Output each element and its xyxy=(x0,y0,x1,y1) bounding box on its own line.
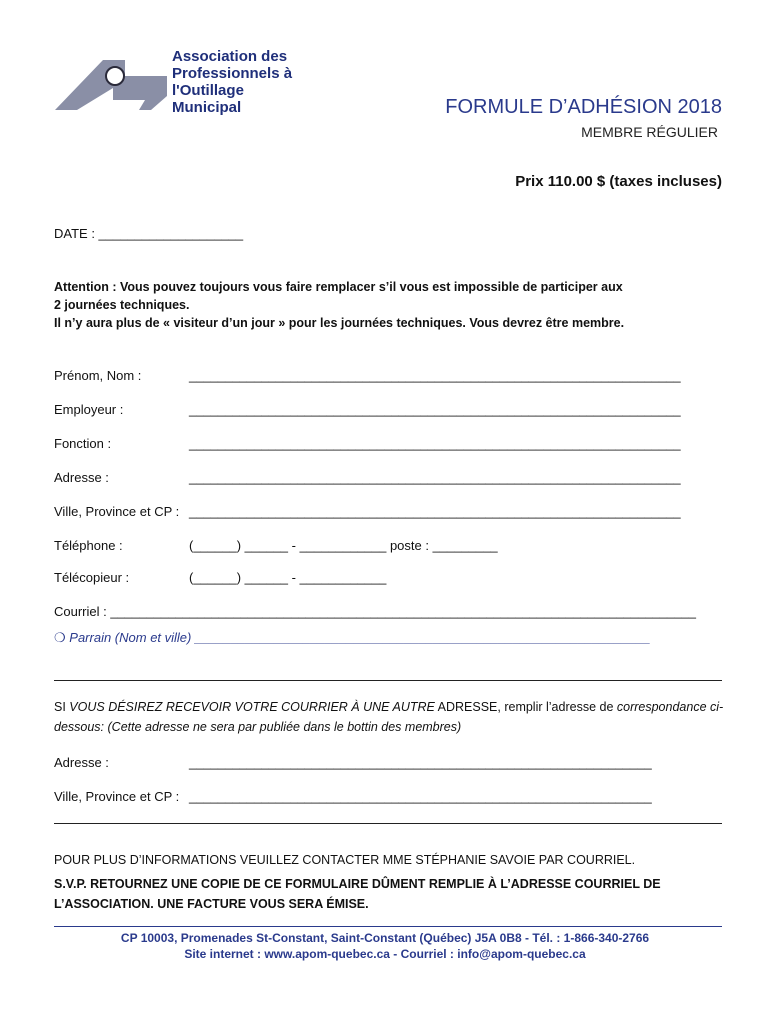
para-text-italic: VOUS DÉSIREZ RECEVOIR VOTRE COURRIER À UNE AUTRE xyxy=(69,700,435,714)
fax-field[interactable]: (______) ______ - ____________ xyxy=(189,570,387,585)
function-field[interactable]: ____________________________________________________________________ xyxy=(189,436,681,451)
price-text: Prix 110.00 $ (taxes incluses) xyxy=(515,173,722,190)
field-label-address: Adresse : xyxy=(54,470,109,485)
para-text: ADRESSE, remplir l’adresse de xyxy=(434,700,617,714)
org-name-line: l'Outillage xyxy=(172,82,244,99)
city-province-postal-field[interactable]: ____________________________________________________________________ xyxy=(189,504,681,519)
sponsor-label: Parrain (Nom et ville) _______________________________________________________________ xyxy=(69,630,651,645)
checkbox-circle-icon[interactable]: ❍ xyxy=(54,630,66,645)
contact-info-text: POUR PLUS D’INFORMATIONS VEUILLEZ CONTACTER MME STÉPHANIE SAVOIE PAR COURRIEL. xyxy=(54,853,636,867)
footer-address: CP 10003, Promenades St-Constant, Saint-Constant (Québec) J5A 0B8 - Tél. : 1-866-340-2766 xyxy=(120,931,650,945)
alternate-address-instructions xyxy=(54,697,724,737)
field-label-phone: Téléphone : xyxy=(54,538,123,553)
form-title: FORMULE D’ADHÉSION 2018 xyxy=(445,96,722,118)
field-label-city: Ville, Province et CP : xyxy=(54,504,180,519)
sponsor-field[interactable] xyxy=(54,630,650,646)
form-subtitle: MEMBRE RÉGULIER xyxy=(581,124,718,140)
org-name-line: Association des xyxy=(172,48,288,65)
section-divider xyxy=(54,680,722,681)
field-label-alt-city: Ville, Province et CP : xyxy=(54,789,180,804)
field-label-employer: Employeur : xyxy=(54,402,124,417)
phone-field[interactable]: (______) ______ - ____________ poste : _________ xyxy=(189,538,498,553)
field-label-alt-address: Adresse : xyxy=(54,755,109,770)
field-label-fax: Télécopieur : xyxy=(54,570,130,585)
return-instructions: S.V.P. RETOURNEZ UNE COPIE DE CE FORMULAIRE DÛMENT REMPLIE À L’ADRESSE COURRIEL DE L’ASSOCIATION. UNE FACTURE VOUS SERA ÉMISE. xyxy=(54,877,661,911)
alt-city-province-postal-field[interactable]: ________________________________________________________________ xyxy=(189,789,652,804)
organization-name xyxy=(172,48,312,116)
para-text-italic: correspondance ci-dessous: (Cette adresse ne sera par publiée dans le bottin des membres) xyxy=(54,700,724,734)
footer-divider xyxy=(54,926,722,927)
field-label-name: Prénom, Nom : xyxy=(54,368,142,383)
address-field[interactable]: ____________________________________________________________________ xyxy=(189,470,681,485)
attention-line: Il n’y aura plus de « visiteur d’un jour » pour les journées techniques. Vous devrez être membre. xyxy=(54,316,625,330)
section-divider xyxy=(54,823,722,824)
attention-line: Attention : Vous pouvez toujours vous faire remplacer s’il vous est impossible de participer aux xyxy=(54,280,623,294)
footer-contact: Site internet : www.apom-quebec.ca - Courriel : info@apom-quebec.ca xyxy=(184,947,586,961)
attention-notice xyxy=(54,278,694,332)
field-label-function: Fonction : xyxy=(54,436,112,451)
date-field[interactable]: DATE : ____________________ xyxy=(54,226,244,241)
org-name-line: Professionnels à xyxy=(172,65,293,82)
email-field[interactable]: Courriel : _________________________________________________________________________________ xyxy=(54,604,696,619)
attention-line: 2 journées techniques. xyxy=(54,298,190,312)
para-text: SI xyxy=(54,700,70,714)
name-field[interactable]: ____________________________________________________________________ xyxy=(189,368,681,383)
org-name-line: Municipal xyxy=(172,99,242,116)
association-logo xyxy=(55,58,167,123)
alt-address-field[interactable]: ________________________________________________________________ xyxy=(189,755,652,770)
employer-field[interactable]: ____________________________________________________________________ xyxy=(189,402,681,417)
